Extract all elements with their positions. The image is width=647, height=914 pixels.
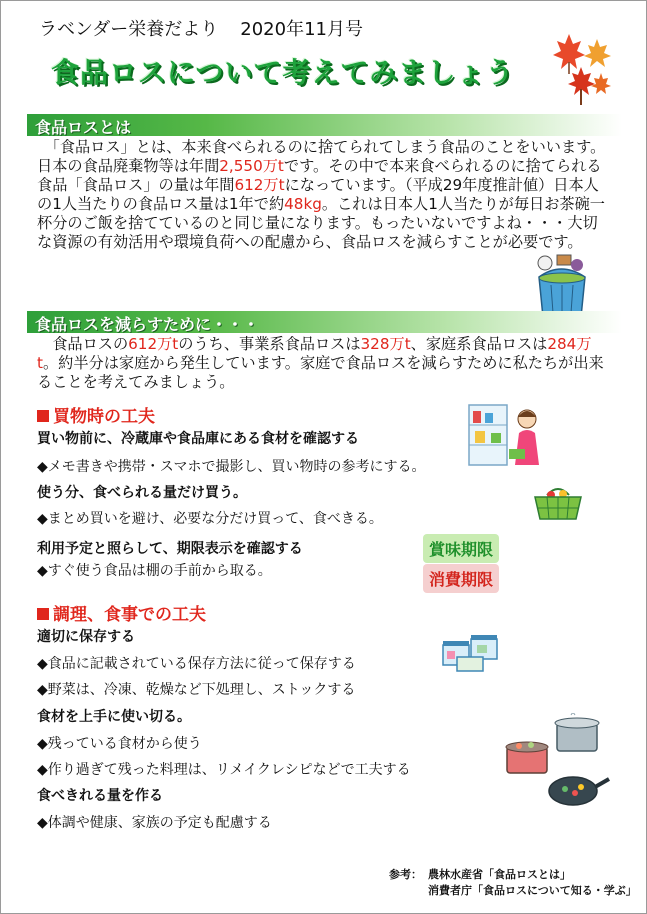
paragraph-text: 「食品ロス」とは、本来食べられるのに捨てられてしまう食品のことをいいます。日本の食品廃棄物等は年間: [37, 138, 606, 175]
reference-line-1: 農林水産省「食品ロスとは」: [428, 868, 571, 881]
best-before-badge: 賞味期限: [423, 534, 499, 563]
highlight-value: 328万t: [360, 335, 411, 353]
subheading-shopping-text: 買物時の工夫: [53, 407, 155, 427]
cooking-tip1-heading: 適切に保存する: [37, 629, 135, 645]
highlight-value: 612万t: [234, 176, 285, 194]
highlight-value: 48kg: [284, 195, 322, 213]
reference-label: 参考：: [389, 868, 422, 881]
shopping-tip2-heading: 使う分、食べられる量だけ買う。: [37, 485, 247, 501]
storage-containers-icon: [441, 631, 501, 673]
page-title: 食品ロスについて考えてみましょう: [51, 56, 515, 89]
subheading-shopping: [37, 402, 155, 427]
cooking-pots-icon: [501, 713, 611, 813]
cooking-tip2-item1: ◆残っている食材から使う: [37, 736, 202, 752]
cooking-tip3-item: ◆体調や健康、家族の予定も配慮する: [37, 815, 272, 831]
autumn-leaves-icon: [549, 29, 619, 109]
subheading-cooking-text: 調理、食事での工夫: [53, 605, 206, 625]
section-title-food-loss: 食品ロスとは: [35, 118, 132, 137]
issue-date: 2020年11月号: [240, 19, 363, 40]
shopping-tip1-item: ◆メモ書きや携帯・スマホで撮影し、買い物時の参考にする。: [37, 459, 426, 475]
paragraph-text: 、家庭系食品ロスは: [410, 335, 548, 353]
cooking-tip3-heading: 食べきれる量を作る: [37, 788, 163, 804]
cooking-tip2-heading: 食材を上手に使い切る。: [37, 709, 191, 725]
shopping-tip3-heading: 利用予定と照らして、期限表示を確認する: [37, 541, 303, 557]
section-food-loss-body: [37, 138, 612, 252]
cooking-tip1-item2: ◆野菜は、冷凍、乾燥など下処理し、ストックする: [37, 682, 356, 698]
red-square-bullet-icon: [37, 410, 49, 422]
section-title-reduce-food-loss: 食品ロスを減らすために・・・: [35, 315, 260, 334]
highlight-value: 284万t: [37, 335, 592, 372]
food-loss-paragraph: [37, 138, 612, 252]
paragraph-text: 。約半分は家庭から発生しています。家庭で食品ロスを減らすために私たちが出来ることを考えてみましょう。: [37, 354, 604, 391]
paragraph-text: 食品ロスの: [37, 335, 129, 353]
paragraph-text: です。その中で本来食べられるのに捨てられる食品「食品ロス」の量は年間: [37, 157, 602, 194]
section-reduce-body: [37, 335, 612, 392]
cooking-tip1-item1: ◆食品に記載されている保存方法に従って保存する: [37, 656, 356, 672]
subheading-cooking: [37, 600, 206, 625]
paragraph-text: になっています。（平成29年度推計値）日本人の1人当たりの食品ロス量は1年で約: [37, 176, 599, 213]
shopping-basket-icon: [533, 483, 583, 521]
cooking-tip2-item2: ◆作り過ぎて残った料理は、リメイクレシピなどで工夫する: [37, 762, 411, 778]
shopping-tip2-item: ◆まとめ買いを避け、必要な分だけ買って、食べきる。: [37, 511, 383, 527]
use-by-badge: 消費期限: [423, 564, 499, 593]
red-square-bullet-icon: [37, 608, 49, 620]
reference-line-2: 消費者庁「食品ロスについて知る・学ぶ」: [428, 884, 637, 897]
newsletter-name: ラベンダー栄養だより: [39, 19, 219, 40]
newsletter-name-line: [39, 15, 363, 41]
shopping-tip3-item: ◆すぐ使う食品は棚の手前から取る。: [37, 563, 272, 579]
paragraph-text: 。これは日本人1人当たりが毎日お茶碗一杯分のご飯を捨てているのと同じ量になります。もったいないですよね・・・大切な資源の有効活用や環境負荷への配慮から、食品ロスを減らすことが必要です。: [37, 195, 605, 251]
paragraph-text: のうち、事業系食品ロスは: [178, 335, 361, 353]
highlight-value: 612万t: [128, 335, 179, 353]
reduce-paragraph: [37, 335, 612, 392]
shopping-tip1-heading: 買い物前に、冷蔵庫や食品庫にある食材を確認する: [37, 431, 359, 447]
woman-checking-fridge-icon: [467, 399, 547, 469]
highlight-value: 2,550万t: [219, 157, 284, 175]
